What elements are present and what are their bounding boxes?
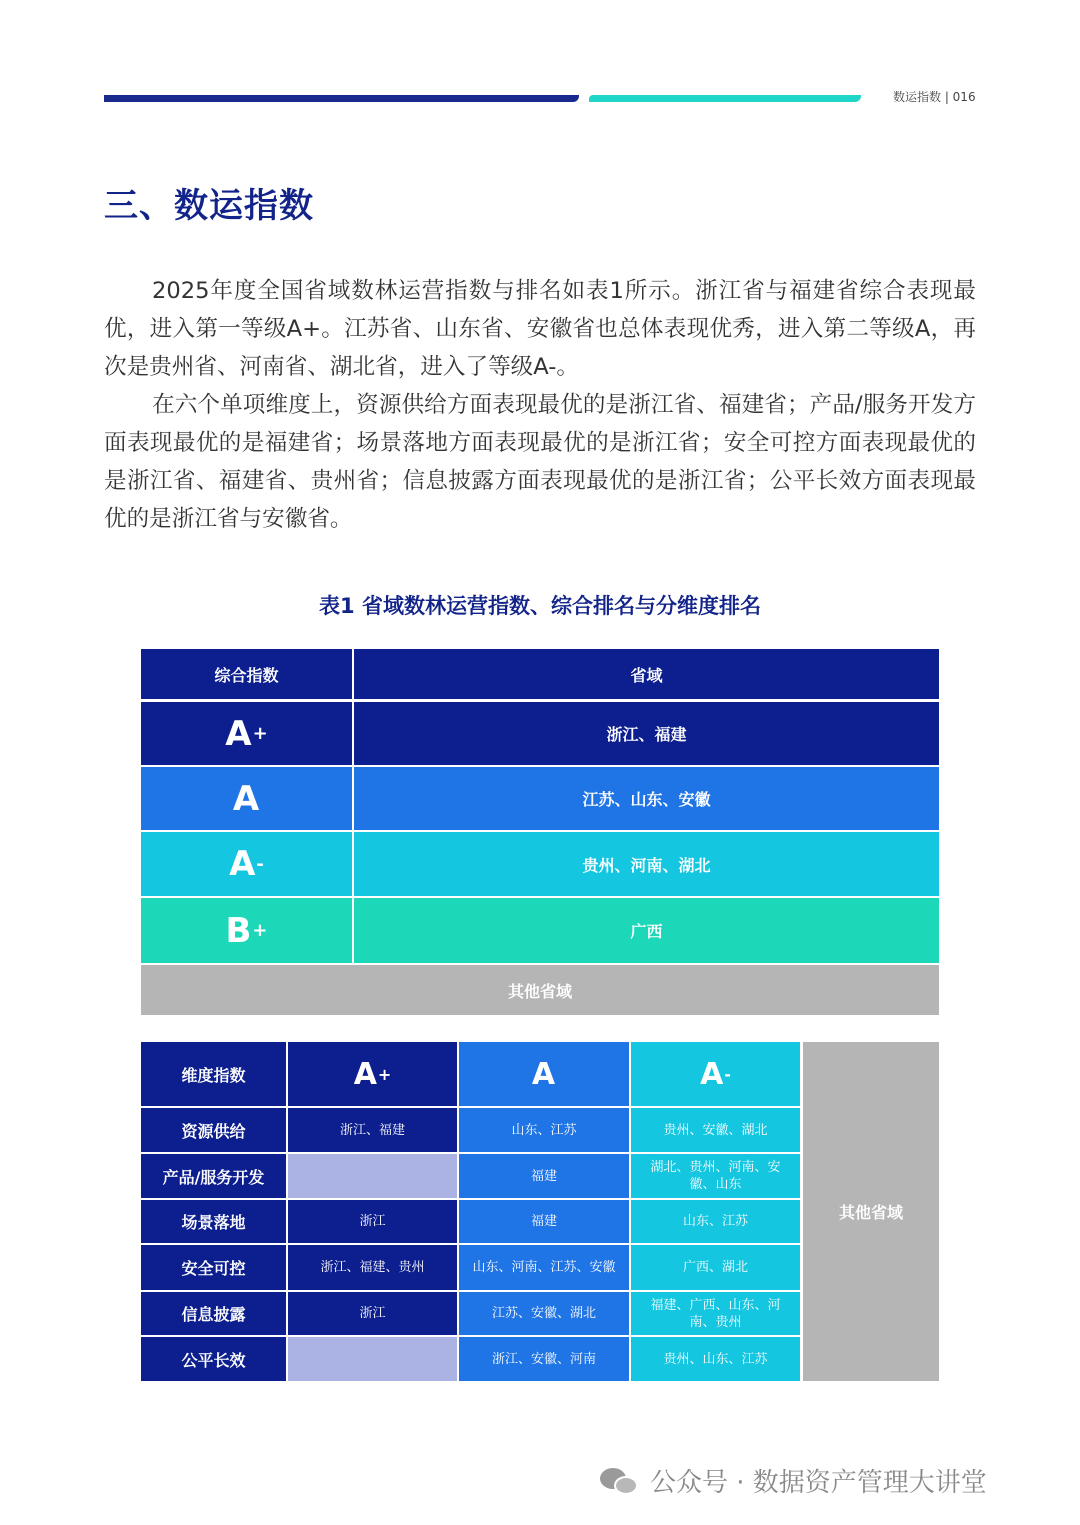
table1-provinces-a-plus: 浙江、福建 — [354, 702, 939, 765]
paragraph: 在六个单项维度上，资源供给方面表现最优的是浙江省、福建省；产品/服务开发方面表现最优的是福建省；场景落地方面表现最优的是浙江省；安全可控方面表现最优的是浙江省、福建省、贵州省；信息披露方面表现最优的是浙江省；公平长效方面表现最优的是浙江省与安徽省。 — [104, 392, 976, 532]
header-bar-dark — [104, 95, 579, 102]
table2-row-dimension: 产品/服务开发 — [141, 1154, 286, 1198]
table2-header-dimension: 维度指数 — [141, 1042, 286, 1106]
table2-cell-a-minus: 广西、湖北 — [631, 1245, 800, 1290]
table2-cell-a: 福建 — [459, 1200, 629, 1243]
table2-cell-a: 江苏、安徽、湖北 — [459, 1292, 629, 1335]
table2-header-a-plus: A + — [288, 1042, 457, 1106]
table2-cell-a: 山东、江苏 — [459, 1108, 629, 1152]
table2-cell-a-minus: 贵州、山东、江苏 — [631, 1337, 800, 1381]
table2-row-dimension: 场景落地 — [141, 1200, 286, 1243]
table2-cell-a-plus: 浙江 — [288, 1292, 457, 1335]
table2-cell-a-minus: 福建、广西、山东、河南、贵州 — [631, 1292, 800, 1335]
table1-provinces-a-minus: 贵州、河南、湖北 — [354, 832, 939, 896]
table2-row-dimension: 公平长效 — [141, 1337, 286, 1381]
table1-grade-a-minus: A - — [141, 832, 352, 896]
table2-cell-a-plus-empty — [288, 1154, 457, 1198]
body-text — [104, 272, 976, 538]
table2-other-provinces: 其他省域 — [803, 1042, 939, 1381]
table1-header-grade: 综合指数 — [141, 649, 352, 699]
table-title: 表1 省域数林运营指数、综合排名与分维度排名 — [319, 594, 761, 618]
wechat-icon — [600, 1466, 640, 1496]
table1-grade-a: A — [141, 767, 352, 830]
table2-cell-a-plus: 浙江、福建 — [288, 1108, 457, 1152]
watermark-text: 公众号 · 数据资产管理大讲堂 — [650, 1468, 987, 1498]
table2-cell-a-minus: 山东、江苏 — [631, 1200, 800, 1243]
table1-provinces-b-plus: 广西 — [354, 898, 939, 963]
table2-cell-a-minus: 湖北、贵州、河南、安徽、山东 — [631, 1154, 800, 1198]
table1-grade-a-plus: A + — [141, 702, 352, 765]
table2-cell-a-minus: 贵州、安徽、湖北 — [631, 1108, 800, 1152]
table1-other-provinces: 其他省域 — [141, 965, 939, 1015]
table1-grade-b-plus: B + — [141, 898, 352, 963]
table2-row-dimension: 资源供给 — [141, 1108, 286, 1152]
table1-header-province: 省域 — [354, 649, 939, 699]
paragraph: 2025年度全国省域数林运营指数与排名如表1所示。浙江省与福建省综合表现最优，进入第一等级A+。江苏省、山东省、安徽省也总体表现优秀，进入第二等级A，再次是贵州省、河南省、湖北省，进入了等级A-。 — [104, 278, 976, 380]
watermark — [600, 1462, 987, 1499]
table2-cell-a: 山东、河南、江苏、安徽 — [459, 1245, 629, 1290]
table2-cell-a-plus: 浙江 — [288, 1200, 457, 1243]
table2-cell-a: 浙江、安徽、河南 — [459, 1337, 629, 1381]
header-bar-teal — [589, 95, 861, 102]
table2-row-dimension: 安全可控 — [141, 1245, 286, 1290]
table2-row-dimension: 信息披露 — [141, 1292, 286, 1335]
table2-header-a-minus: A - — [631, 1042, 800, 1106]
table1-provinces-a: 江苏、山东、安徽 — [354, 767, 939, 830]
section-title: 三、数运指数 — [104, 186, 314, 226]
table2-cell-a: 福建 — [459, 1154, 629, 1198]
table2-header-a: A — [459, 1042, 629, 1106]
table2-cell-a-plus-empty — [288, 1337, 457, 1381]
table2-cell-a-plus: 浙江、福建、贵州 — [288, 1245, 457, 1290]
page-label: 数运指数 | 016 — [893, 90, 976, 104]
